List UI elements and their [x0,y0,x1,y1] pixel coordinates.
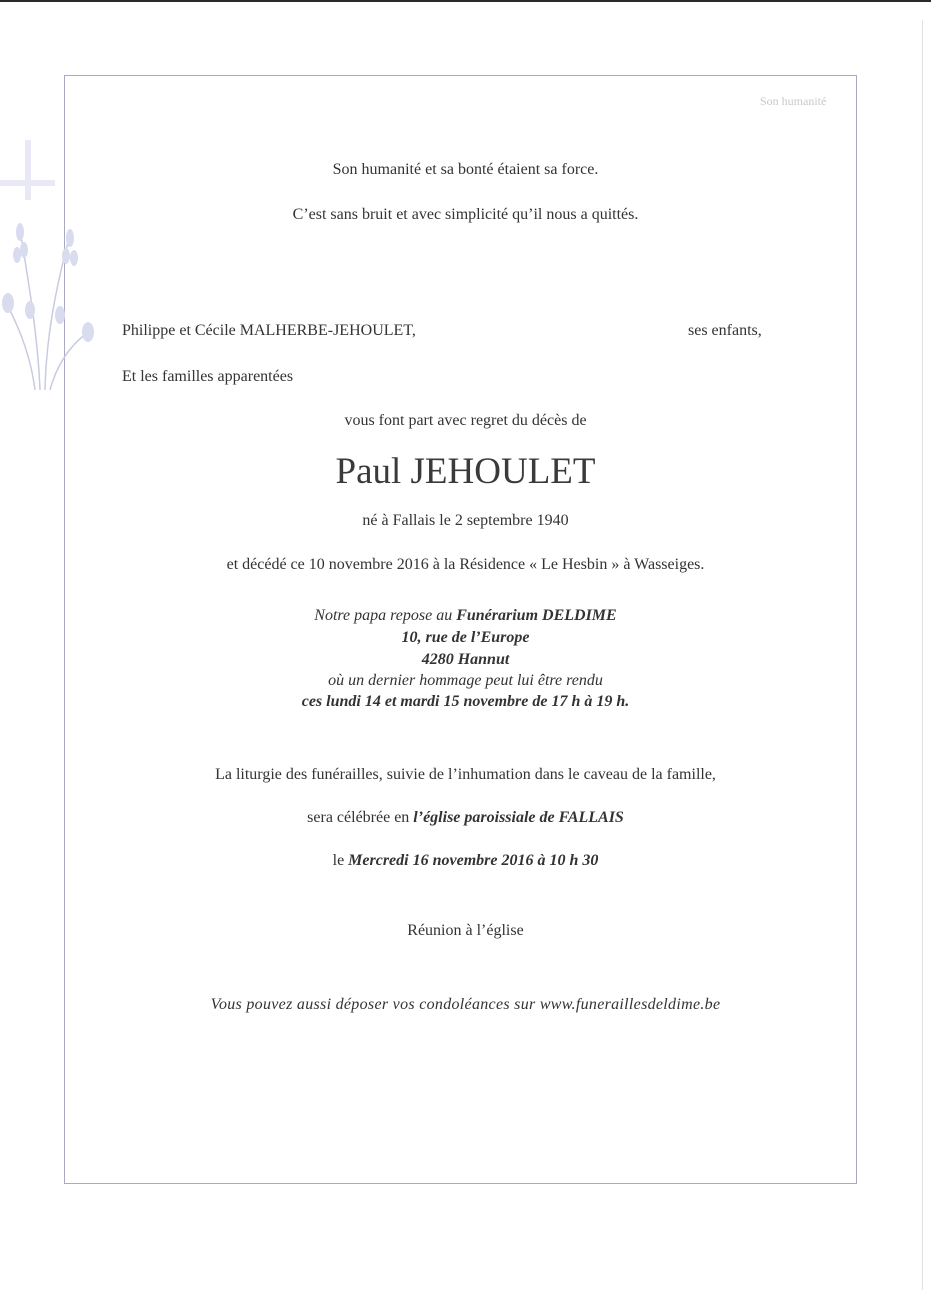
children-role: ses enfants, [688,322,762,339]
death-line: et décédé ce 10 novembre 2016 à la Résidence « Le Hesbin » à Wasseiges. [226,556,705,573]
relatives: Et les familles apparentées [122,368,294,385]
deceased-name: Paul JEHOULET [335,451,596,492]
announcement: vous font part avec regret du décès de [344,412,587,429]
ceremony-datetime: Mercredi 16 novembre 2016 à 10 h 30 [348,852,599,869]
funeral-home-street: 10, rue de l’Europe [401,629,530,646]
church-name: l’église paroissiale de FALLAIS [413,809,624,826]
meeting-line: Réunion à l’église [407,922,524,939]
funeral-home-city: 4280 Hannut [421,651,510,668]
epitaph-line-2: C’est sans bruit et avec simplicité qu’il nous a quittés. [292,206,639,223]
epitaph-line-1: Son humanité et sa bonté étaient sa force. [332,161,599,178]
ceremony-line-3-prefix: le [332,852,349,869]
funeral-home-name: Funérarium DELDIME [456,607,617,624]
viewing-schedule: ces lundi 14 et mardi 15 novembre de 17 h à 19 h. [301,693,630,710]
condolences-line: Vous pouvez aussi déposer vos condoléances sur www.funeraillesdeldime.be [210,996,721,1013]
viewing-intro: Notre papa repose au [314,607,457,624]
scan-edge-top [0,0,931,2]
ceremony-line-2 [0,809,931,827]
bleed-through-text: Son humanité [760,94,827,108]
children-names: Philippe et Cécile MALHERBE-JEHOULET, [122,322,416,339]
ceremony-line-3 [0,852,931,870]
ceremony-line-1: La liturgie des funérailles, suivie de l’inhumation dans le caveau de la famille, [215,766,716,783]
birth-line: né à Fallais le 2 septembre 1940 [362,512,569,529]
ceremony-line-2-prefix: sera célébrée en [307,809,414,826]
viewing-location-line [0,607,931,625]
tribute-line: où un dernier hommage peut lui être rendu [328,672,603,689]
